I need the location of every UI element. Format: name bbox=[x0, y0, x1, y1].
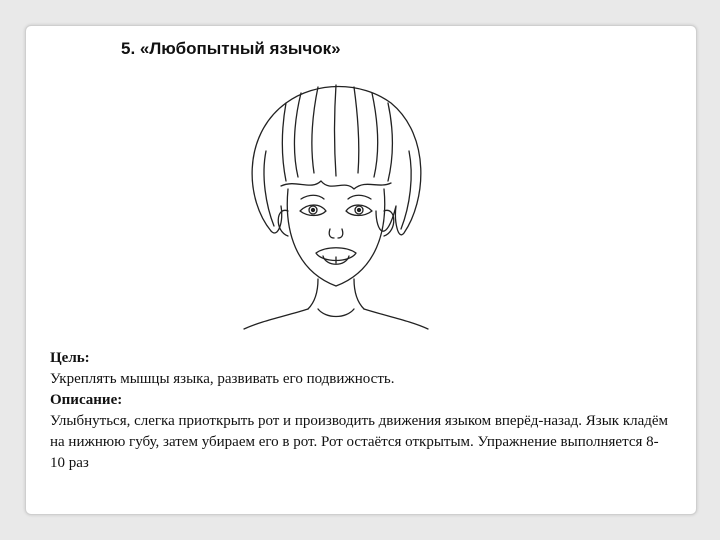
goal-label: Цель: bbox=[50, 350, 90, 366]
description-text: Улыбнуться, слегка приоткрыть рот и производить движения языком вперёд-назад. Язык кладём на нижнюю губу, затем убираем его в рот. Рот остаётся открытым. Упражнение выполняется 8-10 раз bbox=[50, 413, 669, 471]
child-face-tongue-out-icon bbox=[226, 81, 446, 331]
description-label: Описание: bbox=[50, 392, 123, 408]
slide-title: 5. «Любопытный язычок» bbox=[121, 39, 341, 58]
slide-card bbox=[25, 25, 697, 515]
goal-text: Укреплять мышцы языка, развивать его подвижность. bbox=[50, 371, 395, 387]
child-face-illustration bbox=[226, 81, 446, 331]
exercise-text bbox=[50, 348, 670, 474]
